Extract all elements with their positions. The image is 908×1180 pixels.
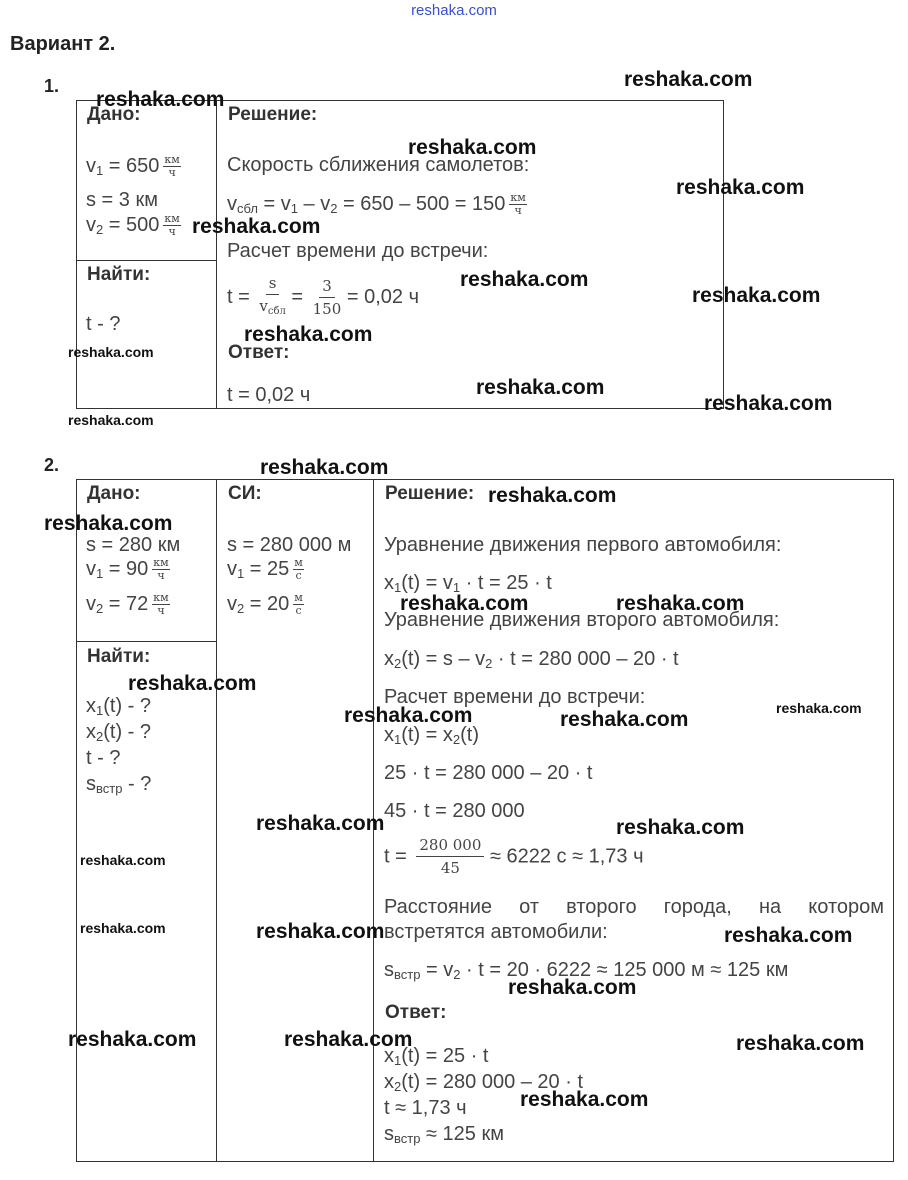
problem-1-number: 1.	[44, 76, 60, 96]
problem-2-line-8: 45 · t = 280 000	[384, 800, 525, 822]
watermark: reshaka.com	[408, 136, 537, 159]
problem-2-answer-header: Ответ:	[385, 1002, 447, 1023]
watermark: reshaka.com	[560, 708, 689, 731]
watermark: reshaka.com	[344, 704, 473, 727]
watermark: reshaka.com	[128, 672, 257, 695]
problem-2-si-v2: $v_2 = 20$ $\frac{м}{с}$	[227, 591, 303, 617]
problem-1-divider	[216, 100, 217, 409]
problem-1-given-s: s = 3 км	[86, 189, 158, 211]
problem-2-find-t: t - ?	[86, 747, 121, 769]
problem-2-divider-1	[216, 479, 217, 1162]
watermark: reshaka.com	[68, 1028, 197, 1051]
watermark: reshaka.com	[284, 1028, 413, 1051]
watermark: reshaka.com	[476, 376, 605, 399]
watermark: reshaka.com	[256, 812, 385, 835]
problem-1-find-header: Найти:	[87, 264, 151, 285]
problem-2-si-s: s = 280 000 м	[227, 534, 352, 556]
problem-2-line-2: $x_1(t) = v_1 \cdot t = 25 \cdot t$	[384, 572, 552, 595]
watermark: reshaka.com	[624, 68, 753, 91]
problem-1-line-2: $v_{сбл} = v_1 - v_2 = 650 - 500 = 150$ $\frac{км}{ч}$	[227, 191, 526, 217]
problem-2-line-3: Уравнение движения второго автомобиля:	[384, 609, 780, 631]
problem-1-find-t: t - ?	[86, 313, 121, 335]
problem-2-line-9: t = $\frac{280 000}{45}$ ≈ 6222 с ≈ 1,73 ч	[384, 836, 644, 877]
problem-2-line-10: Расстояние от второго города, на котором	[384, 896, 884, 918]
problem-2-find-header: Найти:	[87, 646, 151, 667]
problem-2-find-s: $s_{встр}$ - ?	[86, 773, 152, 796]
watermark: reshaka.com	[68, 344, 154, 360]
problem-2-line-7: 25 · t = 280 000 – 20 · t	[384, 762, 593, 784]
watermark: reshaka.com	[704, 392, 833, 415]
problem-2-answer-x2: $x_2(t) = 280$ 000 – 20 · t	[384, 1071, 584, 1094]
problem-2-given-v2: $v_2 = 72$ $\frac{км}{ч}$	[86, 591, 169, 617]
problem-1-given-v1: $v_1 = 650$ $\frac{км}{ч}$	[86, 153, 180, 179]
problem-2-answer-t: t ≈ 1,73 ч	[384, 1097, 467, 1119]
top-watermark: reshaka.com	[411, 2, 497, 19]
problem-2-answer-s: $s_{встр} \approx 125$ км	[384, 1123, 504, 1146]
problem-2-given-divider	[76, 641, 217, 642]
problem-2-find-x2: $x_2(t)$ - ?	[86, 721, 152, 744]
problem-1-answer: t = 0,02 ч	[227, 384, 311, 406]
watermark: reshaka.com	[192, 215, 321, 238]
problem-2-line-11: встретятся автомобили:	[384, 921, 608, 943]
problem-2-si-header: СИ:	[228, 483, 262, 504]
watermark: reshaka.com	[676, 176, 805, 199]
problem-1-line-1: Скорость сближения самолетов:	[227, 154, 530, 176]
problem-2-number: 2.	[44, 455, 60, 475]
problem-2-line-6: $x_1(t) = x_2(t)$	[384, 724, 480, 747]
watermark: reshaka.com	[724, 924, 853, 947]
problem-2-line-12: $s_{встр} = v_2 \cdot t = 20 \cdot 6222 \approx 125$ 000 м ≈ 125 км	[384, 959, 789, 982]
watermark: reshaka.com	[80, 852, 166, 868]
watermark: reshaka.com	[68, 412, 154, 428]
problem-2-given-s: s = 280 км	[86, 534, 181, 556]
problem-2-line-4: $x_2(t) = s - v_2 \cdot t = 280$ 000 – 20 · t	[384, 648, 679, 671]
problem-2-answer-x1: $x_1(t) = 25 \cdot t$	[384, 1045, 489, 1068]
problem-2-given-header: Дано:	[87, 483, 141, 504]
watermark: reshaka.com	[400, 592, 529, 615]
watermark: reshaka.com	[616, 816, 745, 839]
problem-2-given-v1: $v_1 = 90$ $\frac{км}{ч}$	[86, 556, 169, 582]
problem-1-given-divider	[76, 260, 217, 261]
problem-1-given-v2: $v_2 = 500$ $\frac{км}{ч}$	[86, 212, 180, 238]
watermark: reshaka.com	[256, 920, 385, 943]
problem-2-line-1: Уравнение движения первого автомобиля:	[384, 534, 782, 556]
problem-2-solution-header: Решение:	[385, 483, 475, 504]
watermark: reshaka.com	[44, 512, 173, 535]
problem-1-line-3: Расчет времени до встречи:	[227, 240, 489, 262]
watermark: reshaka.com	[616, 592, 745, 615]
watermark: reshaka.com	[80, 920, 166, 936]
watermark: reshaka.com	[692, 284, 821, 307]
watermark: reshaka.com	[508, 976, 637, 999]
problem-1-answer-header: Ответ:	[228, 342, 290, 363]
watermark: reshaka.com	[460, 268, 589, 291]
problem-2-si-v1: $v_1 = 25$ $\frac{м}{с}$	[227, 556, 303, 582]
watermark: reshaka.com	[96, 88, 225, 111]
watermark: reshaka.com	[520, 1088, 649, 1111]
watermark: reshaka.com	[776, 700, 862, 716]
problem-2-find-x1: $x_1(t)$ - ?	[86, 695, 152, 718]
watermark: reshaka.com	[244, 323, 373, 346]
watermark: reshaka.com	[260, 456, 389, 479]
watermark: reshaka.com	[736, 1032, 865, 1055]
problem-1-solution-header: Решение:	[228, 104, 318, 125]
problem-1-given-header: Дано:	[87, 104, 141, 125]
page-title: Вариант 2.	[10, 33, 116, 55]
problem-1-line-4: t = $\frac{s}{v_{сбл}}$ = $\frac{3}{150}$ = 0,02 ч	[227, 274, 419, 318]
problem-2-line-5: Расчет времени до встречи:	[384, 686, 646, 708]
watermark: reshaka.com	[488, 484, 617, 507]
